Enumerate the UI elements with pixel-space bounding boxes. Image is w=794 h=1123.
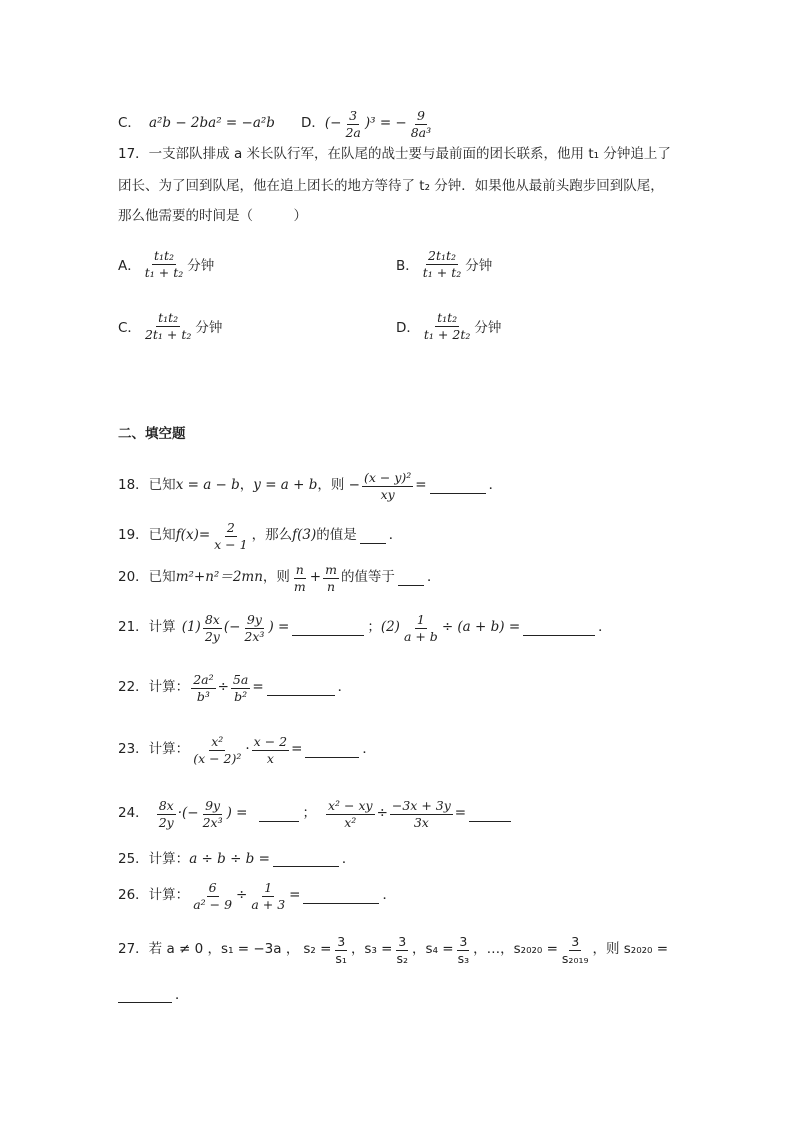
- frac-den: 2y: [204, 628, 220, 644]
- q18-y-def: y = a + b: [253, 477, 318, 494]
- q17-option-b[interactable]: [396, 248, 492, 280]
- answer-blank[interactable]: [303, 889, 379, 904]
- q16-options-cd: [118, 108, 435, 140]
- answer-blank[interactable]: [360, 529, 386, 544]
- q26-pre: 26．计算：: [118, 887, 190, 904]
- q25: [118, 852, 355, 867]
- frac-num: n: [295, 562, 304, 577]
- q20-mid: ，则: [262, 569, 290, 586]
- period: ．: [337, 679, 352, 696]
- q17-option-a[interactable]: [118, 248, 214, 280]
- frac-num: 2t₁t₂: [428, 248, 457, 263]
- frac-num: 8x: [204, 612, 220, 627]
- option-unit: 分钟: [474, 320, 502, 337]
- frac-num: t₁t₂: [158, 310, 179, 325]
- q22: [118, 672, 351, 704]
- frac-den: x − 1: [214, 536, 248, 552]
- q27-frac-sn: [560, 934, 591, 966]
- answer-blank[interactable]: [430, 479, 486, 494]
- q24: [118, 798, 514, 830]
- frac-num: 9y: [246, 612, 262, 627]
- q20-frac1: [292, 562, 308, 594]
- q24-frac2: [201, 798, 225, 830]
- q16-d-label: D．: [300, 115, 325, 132]
- frac-den: xy: [380, 486, 395, 502]
- q20-cond: m²+n²＝2mn: [175, 569, 263, 586]
- q20-pre: 20．已知: [118, 569, 176, 586]
- frac-den: 2x³: [244, 628, 265, 644]
- frac-num: 2: [226, 520, 235, 535]
- q21-part2-expr: ÷ (a + b) =: [441, 619, 521, 636]
- q19-tail: 的值是: [316, 527, 357, 544]
- q19: [118, 520, 402, 552]
- q27-frac-s4: [456, 934, 472, 966]
- frac-den: 3x: [413, 814, 429, 830]
- frac-den: (x − 2)²: [193, 750, 242, 766]
- q20-frac2: [323, 562, 339, 594]
- q21: [118, 612, 612, 644]
- q21-paren-close: ) =: [268, 619, 290, 636]
- q21-paren-open: (−: [223, 619, 241, 636]
- q21-part1-label: (1): [181, 619, 201, 636]
- frac-num: −3x + 3y: [391, 798, 451, 813]
- q24-frac1: [157, 798, 176, 830]
- frac-den: s₁: [335, 950, 347, 966]
- q27-s2: s₂ =: [303, 941, 332, 958]
- equals-sign: =: [415, 477, 427, 494]
- q27-frac-s3: [395, 934, 411, 966]
- frac-num: 1: [416, 612, 425, 627]
- frac-num: 9: [416, 108, 425, 123]
- frac-den: 8a³: [410, 124, 432, 140]
- answer-blank[interactable]: [305, 743, 359, 758]
- q24-op2: ) =: [226, 805, 248, 822]
- frac-den: 2a: [345, 124, 361, 140]
- period: ．: [382, 887, 396, 904]
- answer-blank[interactable]: [273, 852, 339, 867]
- frac-num: m: [325, 562, 337, 577]
- q27-s3: ，s₃ =: [350, 941, 393, 958]
- period: ．: [175, 986, 189, 1003]
- frac-num: 3: [459, 934, 468, 949]
- q24-frac4: [390, 798, 453, 830]
- divide-sign: ÷: [376, 805, 388, 822]
- option-label: C．: [118, 320, 141, 337]
- section-heading: 二、填空题: [118, 426, 186, 442]
- q27-tail: ，则 s₂₀₂₀ =: [592, 941, 669, 958]
- frac-num: 6: [208, 880, 217, 895]
- period: ．: [426, 569, 441, 586]
- frac-den: b²: [234, 688, 248, 704]
- q24-frac3: [326, 798, 375, 830]
- frac-den: t₁ + t₂: [422, 264, 462, 280]
- answer-blank[interactable]: [398, 571, 424, 586]
- frac-num: 9y: [205, 798, 221, 813]
- q18-frac: [362, 470, 413, 502]
- q27-answer-line: [118, 988, 189, 1003]
- q23-frac2: [252, 734, 289, 766]
- q22-frac1: [191, 672, 215, 704]
- q16-d-rfrac: [409, 108, 433, 140]
- frac-den: t₁ + 2t₂: [423, 326, 471, 342]
- q21-pre: 21．计算: [118, 619, 176, 636]
- frac-den: s₂: [396, 950, 409, 966]
- q27-s4: ，s₄ =: [412, 941, 454, 958]
- frac-num: 1: [264, 880, 273, 895]
- option-unit: 分钟: [187, 258, 215, 275]
- q17-line3: 那么他需要的时间是（ ）: [118, 208, 307, 224]
- option-unit: 分钟: [465, 258, 493, 275]
- q21-frac1: [203, 612, 222, 644]
- q19-pre: 19．已知: [118, 527, 176, 544]
- frac-den: a + b: [403, 628, 438, 644]
- frac-num: x² − xy: [327, 798, 373, 813]
- q21-part2-label: (2): [380, 619, 400, 636]
- q24-pre: 24．: [118, 805, 149, 822]
- q23-pre: 23．计算：: [118, 741, 190, 758]
- dot-sign: ·: [245, 741, 250, 758]
- option-label: B．: [396, 258, 419, 275]
- frac-den: s₃: [457, 950, 470, 966]
- frac-den: 2x³: [202, 814, 223, 830]
- semicolon: ；: [302, 805, 316, 822]
- frac-num: x²: [211, 734, 224, 749]
- frac-den: a + 3: [251, 896, 286, 912]
- frac-den: a² − 9: [193, 896, 233, 912]
- frac-num: 5a: [232, 672, 249, 687]
- q17-option-d[interactable]: [396, 310, 501, 342]
- option-label: A．: [118, 258, 141, 275]
- equals-sign: =: [252, 679, 264, 696]
- q18-pre: 18．已知: [118, 477, 176, 494]
- q19-post: ，那么: [251, 527, 293, 544]
- frac-num: 3: [571, 934, 580, 949]
- q26: [118, 880, 396, 912]
- q27-frac-s2: [333, 934, 349, 966]
- option-frac: [143, 248, 186, 280]
- frac-num: 3: [398, 934, 407, 949]
- frac-den: x²: [344, 814, 357, 830]
- answer-blank[interactable]: [267, 681, 335, 696]
- frac-num: 3: [337, 934, 346, 949]
- q27-s1: s₁ = −3a ，: [221, 941, 300, 958]
- q19-fx: f(x)=: [175, 527, 211, 544]
- frac-num: 8x: [158, 798, 174, 813]
- option-unit: 分钟: [195, 320, 223, 337]
- equals-sign: =: [291, 741, 303, 758]
- equals-sign: =: [454, 805, 467, 822]
- q26-frac1: [191, 880, 234, 912]
- frac-den: t₁ + t₂: [144, 264, 184, 280]
- frac-den: 2y: [158, 814, 174, 830]
- period: ．: [598, 619, 612, 636]
- q18-mid: ，则 −: [317, 477, 360, 494]
- frac-den: b³: [196, 688, 210, 704]
- q25-pre: 25．计算：: [118, 850, 190, 867]
- frac-num: t₁t₂: [153, 248, 175, 263]
- answer-blank[interactable]: [523, 621, 595, 636]
- q19-frac: [212, 520, 249, 552]
- q17-option-c[interactable]: [118, 310, 222, 342]
- option-frac: [143, 310, 193, 342]
- answer-blank[interactable]: [118, 988, 172, 1003]
- q17-line1: 17．一支部队排成 a 米长队行军，在队尾的战士要与最前面的团长联系，他用 t₁ 分钟追上了: [118, 146, 671, 162]
- frac-den: 2t₁ + t₂: [144, 326, 192, 342]
- period: ．: [341, 850, 356, 867]
- q16-d-pre: (−: [324, 115, 342, 132]
- q18-sep: ，: [239, 477, 254, 494]
- q18-x-def: x = a − b: [175, 477, 240, 494]
- q21-frac2: [242, 612, 266, 644]
- option-label: D．: [396, 320, 420, 337]
- answer-blank[interactable]: [292, 621, 364, 636]
- option-frac: [422, 310, 472, 342]
- q19-f3: f(3): [292, 527, 317, 544]
- equals-sign: =: [289, 887, 301, 904]
- semicolon: ；: [367, 619, 381, 636]
- q27-sn: s₂₀₂₀ =: [513, 941, 558, 958]
- frac-den: x: [266, 750, 274, 766]
- q27-dots: ，…，: [473, 941, 514, 958]
- q16-c-label: C．: [118, 115, 141, 132]
- frac-num: 2a²: [193, 672, 214, 687]
- option-frac: [421, 248, 464, 280]
- q22-pre: 22．计算：: [118, 679, 190, 696]
- frac-num: 3: [349, 108, 358, 123]
- q16-d-post: )³ = −: [364, 115, 407, 132]
- plus-sign: +: [309, 569, 322, 586]
- q16-d-frac: [343, 108, 362, 140]
- q27: [118, 934, 668, 966]
- frac-num: (x − y)²: [364, 470, 412, 485]
- q25-expr: a ÷ b ÷ b =: [189, 850, 270, 867]
- period: ．: [488, 477, 503, 494]
- answer-blank[interactable]: [259, 807, 299, 822]
- frac-den: s₂₀₁₉: [561, 950, 589, 966]
- frac-den: m: [293, 578, 306, 594]
- divide-sign: ÷: [217, 679, 229, 696]
- frac-den: n: [326, 578, 336, 594]
- divide-sign: ÷: [236, 887, 248, 904]
- q21-frac3: [402, 612, 440, 644]
- q16-c-expr: a²b − 2ba² = −a²b: [148, 115, 275, 132]
- q20-tail: 的值等于: [340, 569, 395, 586]
- q23-frac1: [191, 734, 243, 766]
- q24-op1: ·(−: [177, 805, 199, 822]
- q27-pre: 27．若 a ≠ 0 ，: [118, 941, 222, 958]
- q18: [118, 470, 502, 502]
- period: ．: [362, 741, 376, 758]
- q26-frac2: [249, 880, 287, 912]
- period: ．: [388, 527, 403, 544]
- q17-line2: 团长、为了回到队尾，他在追上团长的地方等待了 t₂ 分钟．如果他从最前头跑步回到队尾，: [118, 178, 664, 194]
- q22-frac2: [231, 672, 250, 704]
- q23: [118, 734, 376, 766]
- frac-num: x − 2: [253, 734, 288, 749]
- frac-num: t₁t₂: [437, 310, 458, 325]
- q20: [118, 562, 440, 594]
- answer-blank[interactable]: [469, 807, 511, 822]
